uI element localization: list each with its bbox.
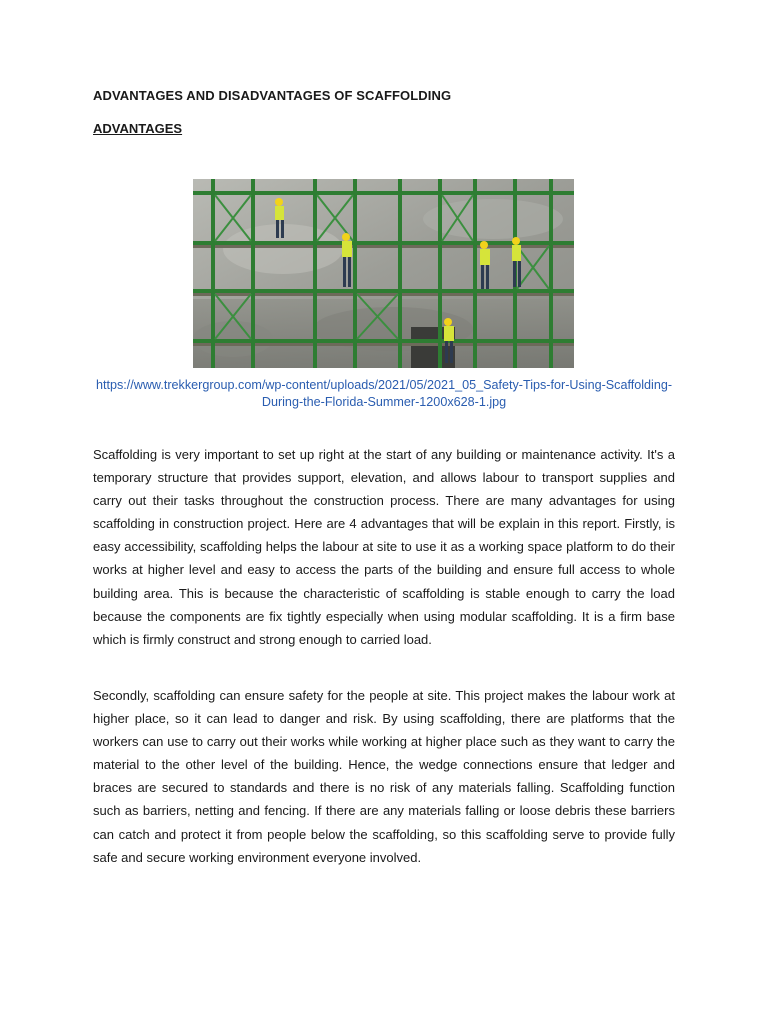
paragraph-2: Secondly, scaffolding can ensure safety for the people at site. This project makes the labour work at higher place, so it can lead to danger and risk. By using scaffolding, there are platforms that the workers can use to carry out their works while working at higher place such as they want to carry the material to the other level of the building. Hence, the wedge connections ensure that ledger and braces are secured to standards and there is no risk of any materials falling. Scaffolding function such as barriers, netting and fencing. If there are any materials falling or loose debris these barriers can catch and protect it from people below the scaffolding, so this scaffolding serve to provide fully safe and secure working environment everyone involved.: [93, 688, 675, 865]
scaffolding-photo: [193, 179, 574, 368]
image-source-link[interactable]: https://www.trekkergroup.com/wp-content/uploads/2021/05/2021_05_Safety-Tips-for-Using-Scaffolding-During-the-Florida-Summer-1200x628-1.jpg: [95, 378, 673, 409]
paragraph-1: Scaffolding is very important to set up right at the start of any building or maintenance activity. It's a temporary structure that provides support, elevation, and allows labour to transport supplies and carry out their tasks throughout the construction process. There are many advantages for using scaffolding in construction project. Here are 4 advantages that will be explain in this report. Firstly, is easy accessibility, scaffolding helps the labour at site to use it as a working space platform to do their works at higher level and easy to access the parts of the building and ensure full access to whole building area. This is because the characteristic of scaffolding is stable enough to carry the load because the components are fix tightly especially when using modular scaffolding. It is a firm base which is firmly construct and strong enough to carried load.: [93, 447, 675, 647]
document-title: ADVANTAGES AND DISADVANTAGES OF SCAFFOLDING: [93, 88, 452, 103]
section-heading-advantages: ADVANTAGES: [93, 121, 183, 136]
